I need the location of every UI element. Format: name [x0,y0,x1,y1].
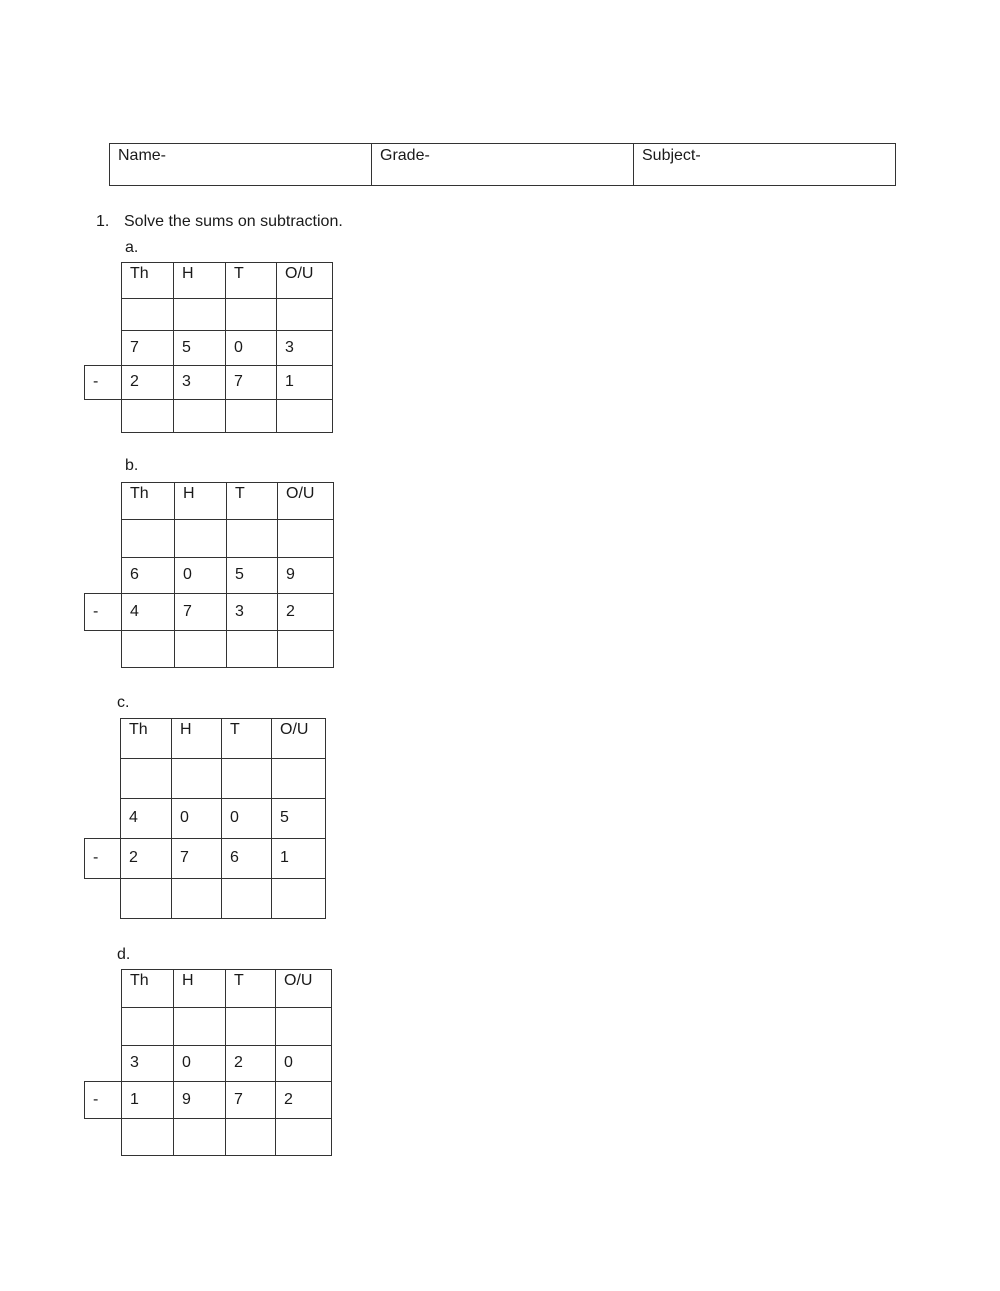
problem-label-d: d. [117,946,131,963]
question-instruction [96,213,343,231]
answer-row [122,1119,332,1156]
borrow-row [121,759,326,799]
answer-input-cell[interactable] [272,879,326,919]
minuend-digit-cell: 5 [272,799,326,839]
column-header-cell: O/U [272,719,326,759]
subtrahend-digit-cell: 4 [122,594,175,631]
minuend-digit-cell: 5 [227,558,278,594]
borrow-input-cell[interactable] [272,759,326,799]
borrow-input-cell[interactable] [222,759,272,799]
question-text: Solve the sums on subtraction. [124,213,343,230]
borrow-input-cell[interactable] [172,759,222,799]
borrow-input-cell[interactable] [278,520,334,558]
subtrahend-digit-cell: 6 [222,839,272,879]
column-header-cell: O/U [277,263,333,299]
column-header-cell: T [226,970,276,1008]
answer-input-cell[interactable] [121,879,172,919]
minuend-digit-cell: 0 [174,1046,226,1082]
column-header-cell: H [174,970,226,1008]
minuend-digit-cell: 6 [122,558,175,594]
subtrahend-digit-cell: 1 [272,839,326,879]
subtrahend-digit-cell: 7 [226,366,277,400]
column-header-cell: Th [122,263,174,299]
subtrahend-digit-cell: 9 [174,1082,226,1119]
subtraction-grid-b [121,482,334,668]
borrow-input-cell[interactable] [121,759,172,799]
minuend-digit-cell: 0 [226,331,277,366]
column-header-cell: Th [122,970,174,1008]
grade-label: Grade- [380,147,430,164]
problem-label-a: a. [125,239,139,256]
borrow-input-cell[interactable] [122,520,175,558]
minuend-digit-cell: 0 [172,799,222,839]
column-header-cell: T [222,719,272,759]
minuend-digit-cell: 5 [174,331,226,366]
question-number: 1. [96,213,110,230]
student-info-table [109,143,896,186]
column-header-cell: Th [122,483,175,520]
answer-input-cell[interactable] [276,1119,332,1156]
minuend-row [122,1046,332,1082]
answer-input-cell[interactable] [122,631,175,668]
column-header-cell: H [174,263,226,299]
column-header-cell: H [172,719,222,759]
subtraction-grid-d [121,969,332,1156]
subtrahend-digit-cell: 7 [172,839,222,879]
minus-sign-box: - [84,365,121,400]
minus-sign-box: - [84,593,121,631]
minuend-row [121,799,326,839]
minus-sign-box: - [84,1081,121,1119]
column-header-cell: H [175,483,227,520]
header-row [121,719,326,759]
answer-input-cell[interactable] [277,400,333,433]
subtrahend-row [121,839,326,879]
subject-label: Subject- [642,147,701,164]
column-header-cell: O/U [276,970,332,1008]
minus-sign-box: - [84,838,120,879]
answer-input-cell[interactable] [222,879,272,919]
header-row [122,263,333,299]
answer-input-cell[interactable] [226,400,277,433]
subtrahend-digit-cell: 2 [276,1082,332,1119]
subtrahend-digit-cell: 1 [122,1082,174,1119]
borrow-input-cell[interactable] [226,299,277,331]
answer-input-cell[interactable] [227,631,278,668]
column-header-cell: Th [121,719,172,759]
answer-input-cell[interactable] [122,400,174,433]
minuend-digit-cell: 0 [276,1046,332,1082]
minuend-digit-cell: 0 [222,799,272,839]
borrow-input-cell[interactable] [174,299,226,331]
answer-input-cell[interactable] [172,879,222,919]
answer-input-cell[interactable] [174,1119,226,1156]
column-header-cell: O/U [278,483,334,520]
minuend-digit-cell: 3 [122,1046,174,1082]
subtrahend-row [122,594,334,631]
borrow-row [122,299,333,331]
subtrahend-row [122,1082,332,1119]
grade-field[interactable] [371,144,633,185]
subtraction-grid-c [120,718,326,919]
borrow-row [122,520,334,558]
minuend-digit-cell: 3 [277,331,333,366]
subtrahend-digit-cell: 3 [174,366,226,400]
answer-row [122,631,334,668]
answer-input-cell[interactable] [174,400,226,433]
answer-input-cell[interactable] [175,631,227,668]
name-label: Name- [118,147,167,164]
answer-input-cell[interactable] [226,1119,276,1156]
minuend-digit-cell: 9 [278,558,334,594]
column-header-cell: T [227,483,278,520]
subject-field[interactable] [633,144,895,185]
header-row [122,483,334,520]
borrow-input-cell[interactable] [175,520,227,558]
name-field[interactable] [110,144,371,185]
borrow-input-cell[interactable] [227,520,278,558]
answer-input-cell[interactable] [122,1119,174,1156]
subtrahend-digit-cell: 3 [227,594,278,631]
minuend-digit-cell: 2 [226,1046,276,1082]
answer-row [121,879,326,919]
borrow-input-cell[interactable] [122,1008,174,1046]
borrow-row [122,1008,332,1046]
minuend-row [122,558,334,594]
subtrahend-digit-cell: 7 [175,594,227,631]
borrow-input-cell[interactable] [276,1008,332,1046]
subtrahend-digit-cell: 2 [278,594,334,631]
subtrahend-digit-cell: 2 [122,366,174,400]
borrow-input-cell[interactable] [226,1008,276,1046]
subtraction-grid-a [121,262,333,433]
answer-input-cell[interactable] [278,631,334,668]
minuend-digit-cell: 0 [175,558,227,594]
borrow-input-cell[interactable] [174,1008,226,1046]
minuend-digit-cell: 7 [122,331,174,366]
problem-label-c: c. [117,694,130,711]
subtrahend-digit-cell: 7 [226,1082,276,1119]
borrow-input-cell[interactable] [277,299,333,331]
column-header-cell: T [226,263,277,299]
minuend-digit-cell: 4 [121,799,172,839]
header-row [122,970,332,1008]
subtrahend-row [122,366,333,400]
problem-label-b: b. [125,457,139,474]
subtrahend-digit-cell: 1 [277,366,333,400]
answer-row [122,400,333,433]
minuend-row [122,331,333,366]
subtrahend-digit-cell: 2 [121,839,172,879]
borrow-input-cell[interactable] [122,299,174,331]
